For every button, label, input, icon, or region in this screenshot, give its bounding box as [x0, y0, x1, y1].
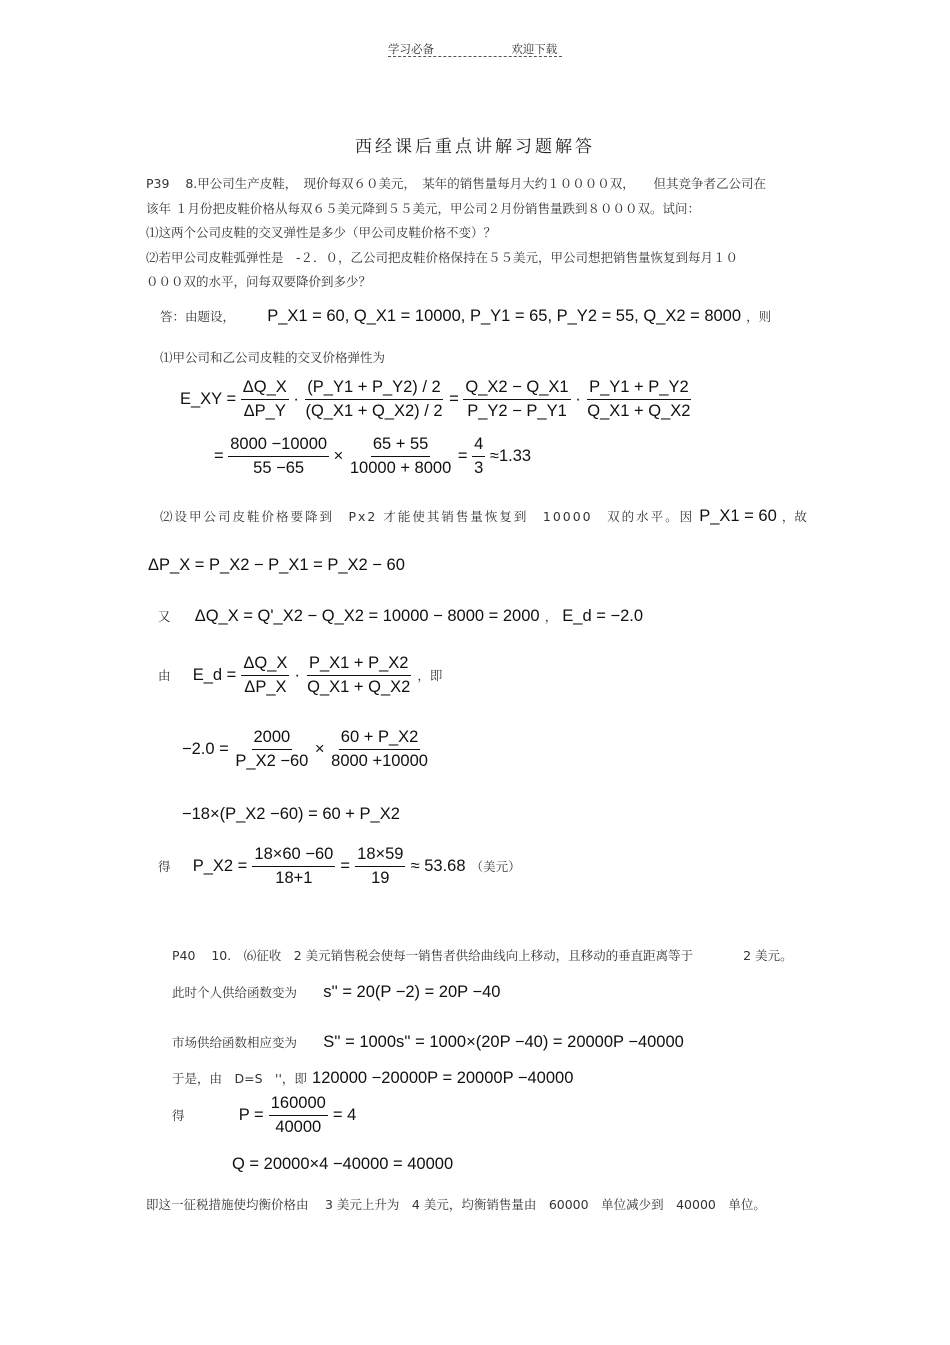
frac-den: Q_X1 + Q_X2: [587, 402, 691, 420]
frac-den: 8000 +10000: [331, 752, 428, 770]
answer-intro-line: [160, 306, 771, 326]
answer-part2-end: ，故: [781, 509, 807, 524]
frac-num: 65 + 55: [371, 435, 431, 457]
frac-den: (Q_X1 + Q_X2) / 2: [305, 402, 443, 420]
frac-q-p: [463, 378, 570, 421]
conclusion: 即这一征税措施使均衡价格由 3 美元上升为 4 美元，均衡销售量由 60000 单位减少到 40000 单位。: [146, 1197, 766, 1212]
frac-h1: [233, 728, 310, 771]
h-lhs: −2.0 =: [182, 739, 229, 758]
de-label: 得: [158, 859, 171, 874]
p-result: = 4: [332, 1106, 357, 1124]
frac-num: 2000: [252, 728, 293, 750]
frac-num: P_X1 + P_X2: [307, 654, 411, 676]
frac-calc3: [472, 435, 485, 478]
frac-num: 4: [472, 435, 485, 457]
p-lhs: P =: [238, 1106, 264, 1124]
market-supply-line: [172, 1032, 684, 1052]
frac-den: ΔP_Y: [243, 402, 286, 420]
frac-calc1: [228, 435, 329, 478]
frac-den: ΔP_X: [244, 678, 287, 696]
frac-num: ΔQ_X: [241, 654, 289, 676]
frac-ed2: [305, 654, 412, 697]
frac-den: Q_X1 + Q_X2: [307, 678, 411, 696]
exy-lhs: E_XY =: [180, 389, 237, 408]
answer-part1: ⑴甲公司和乙公司皮鞋的交叉价格弹性为: [160, 350, 386, 365]
eq-minus18: −18×(P_X2 −60) = 60 + P_X2: [182, 805, 400, 823]
answer-part2-given: P_X1 = 60: [699, 507, 777, 525]
cross-elasticity-calc: = $\frac{8000 -10000}{55 -65}$ × $\frac{65 + 55}{10000 + 8000}$ = $\frac{4}{3}$ ≈1.33: [214, 435, 532, 477]
frac-num: 60 + P_X2: [339, 728, 421, 750]
you-comma: ，: [544, 609, 558, 624]
frac-num: P_Y1 + P_Y2: [587, 378, 691, 400]
frac-k1: [252, 845, 335, 888]
frac-num: 160000: [269, 1094, 328, 1116]
eq-delta-p: ΔP_X = P_X2 − P_X1 = P_X2 − 60: [148, 556, 405, 574]
you-label2: 由: [158, 668, 171, 683]
problem2-line4: 于是，由 D=S ''，即: [172, 1071, 307, 1086]
cross-elasticity-eq: E_XY = $\frac{\Delta Q\_X}{\Delta P\_Y}$ · $\frac{(P\_Y1 + P\_Y2) / 2}{(Q\_X1 + Q\_X2) / 2}$ = $\frac{Q\_X2 - Q\_X1}{P\_Y2 - P\_Y1}$ · $\frac{P\_Y1 + P\_Y2}{Q\_X1 + Q\_X2}$: [180, 378, 691, 420]
problem1-line2: 该年 １月份把皮鞋价格从每双６５美元降到５５美元，甲公司２月份销售量跌到８０００双。试问：: [146, 201, 700, 216]
problem2-text1-end: 2 美元。: [743, 948, 793, 963]
k-lhs: P_X2 =: [192, 857, 248, 875]
k-unit: （美元）: [470, 859, 521, 874]
frac-den: 3: [474, 459, 484, 477]
ed-lhs: E_d =: [192, 666, 237, 684]
answer-part2: ⑵设甲公司皮鞋价格要降到 Px2 才能使其销售量恢复到 10000 双的水平。因: [160, 509, 695, 524]
answer-then: ，则: [746, 309, 772, 324]
frac-ed1: [241, 654, 289, 697]
frac-num: 8000 −10000: [228, 435, 329, 457]
frac-den: 40000: [275, 1118, 322, 1136]
problem1-line1: [146, 174, 766, 192]
individual-supply-line: [172, 982, 500, 1002]
header-left: 学习必备: [388, 42, 434, 56]
frac-den: 19: [371, 869, 390, 887]
frac-dq-dp: [241, 378, 289, 421]
frac-calc2: [348, 435, 453, 478]
price-line: [172, 1094, 356, 1137]
eq-delta-q: ΔQ_X = Q'_X2 − Q_X2 = 10000 − 8000 = 2000: [194, 607, 540, 625]
equilibrium-line: [172, 1068, 573, 1088]
frac-num: ΔQ_X: [241, 378, 289, 400]
problem2-line1: [172, 946, 793, 964]
ji-label: ，即: [417, 668, 443, 683]
problem1-text1: 8.甲公司生产皮鞋， 现价每双６０美元， 某年的销售量每月大约１００００双， 但其竞争者乙公司在: [185, 176, 767, 191]
problem1-q1: ⑴这两个公司皮鞋的交叉弹性是多少（甲公司皮鞋价格不变）？: [146, 225, 497, 240]
eq-individual-supply: s'' = 20(P −2) = 20P −40: [323, 983, 501, 1001]
frac-den: P_Y2 − P_Y1: [467, 402, 567, 420]
document-title: 西经课后重点讲解习题解答: [355, 137, 595, 157]
ed-formula-line: 由 E_d = $\frac{\Delta Q\_X}{\Delta P\_X}$ · $\frac{P\_X1 + P\_X2}{Q\_X1 + Q\_X2}$ ，即: [158, 654, 443, 696]
frac-avg: [303, 378, 444, 421]
eq-market-supply: S'' = 1000s'' = 1000×(20P −40) = 20000P −40000: [323, 1033, 684, 1051]
problem1-q2b: ０００双的水平，问每双要降价到多少？: [146, 274, 372, 289]
frac-k2: [355, 845, 405, 888]
problem2-text1: 10. ⑹征收 2 美元销售税会使每一销售者供给曲线向上移动，且移动的垂直距离等于: [211, 948, 694, 963]
eq-quantity: Q = 20000×4 −40000 = 40000: [232, 1155, 454, 1173]
frac-price: [269, 1094, 328, 1137]
frac-num: Q_X2 − Q_X1: [463, 378, 570, 400]
problem2-code: P40: [172, 948, 196, 963]
eq-minus2: −2.0 = $\frac{2000}{P\_X2 -60}$ × $\frac{60 + P\_X2}{8000 +10000}$: [182, 728, 428, 770]
frac-den: 55 −65: [253, 459, 305, 477]
frac-num: 18×59: [355, 845, 405, 867]
answer-given: P_X1 = 60, Q_X1 = 10000, P_Y1 = 65, P_Y2 = 55, Q_X2 = 8000: [267, 307, 742, 325]
frac-den: P_X2 −60: [235, 752, 309, 770]
problem1-code: P39: [146, 176, 170, 191]
frac-den: 10000 + 8000: [349, 459, 452, 477]
frac-h2: [329, 728, 430, 771]
problem1-q2a: ⑵若甲公司皮鞋弧弹性是 -２．０，乙公司把皮鞋价格保持在５５美元，甲公司想把销售量恢复到每月１０: [146, 250, 739, 265]
de-label2: 得: [172, 1108, 185, 1123]
answer-intro: 答：由题设，: [160, 309, 236, 324]
approx-result: ≈1.33: [489, 446, 532, 465]
problem2-line3: 市场供给函数相应变为: [172, 1035, 298, 1050]
answer-part2-line: [160, 506, 807, 526]
k-result: ≈ 53.68: [410, 857, 466, 875]
header-right: 欢迎下载: [511, 42, 558, 56]
eq-delta-q-line: [158, 606, 643, 626]
eq-ed-value: E_d = −2.0: [562, 607, 644, 625]
frac-num: (P_Y1 + P_Y2) / 2: [305, 378, 442, 400]
eq-px2-line: 得 P_X2 = $\frac{18\times 60 -60}{18+1}$ = $\frac{18\times 59}{19}$ ≈ 53.68 （美元）: [158, 845, 521, 887]
problem2-line2: 此时个人供给函数变为: [172, 985, 298, 1000]
header-divider: [388, 56, 562, 57]
frac-den: 18+1: [275, 869, 313, 887]
you-label: 又: [158, 609, 171, 624]
frac-num: 18×60 −60: [252, 845, 335, 867]
frac-sum: [585, 378, 692, 421]
page-header: [388, 41, 557, 57]
eq-equilibrium: 120000 −20000P = 20000P −40000: [312, 1069, 574, 1087]
